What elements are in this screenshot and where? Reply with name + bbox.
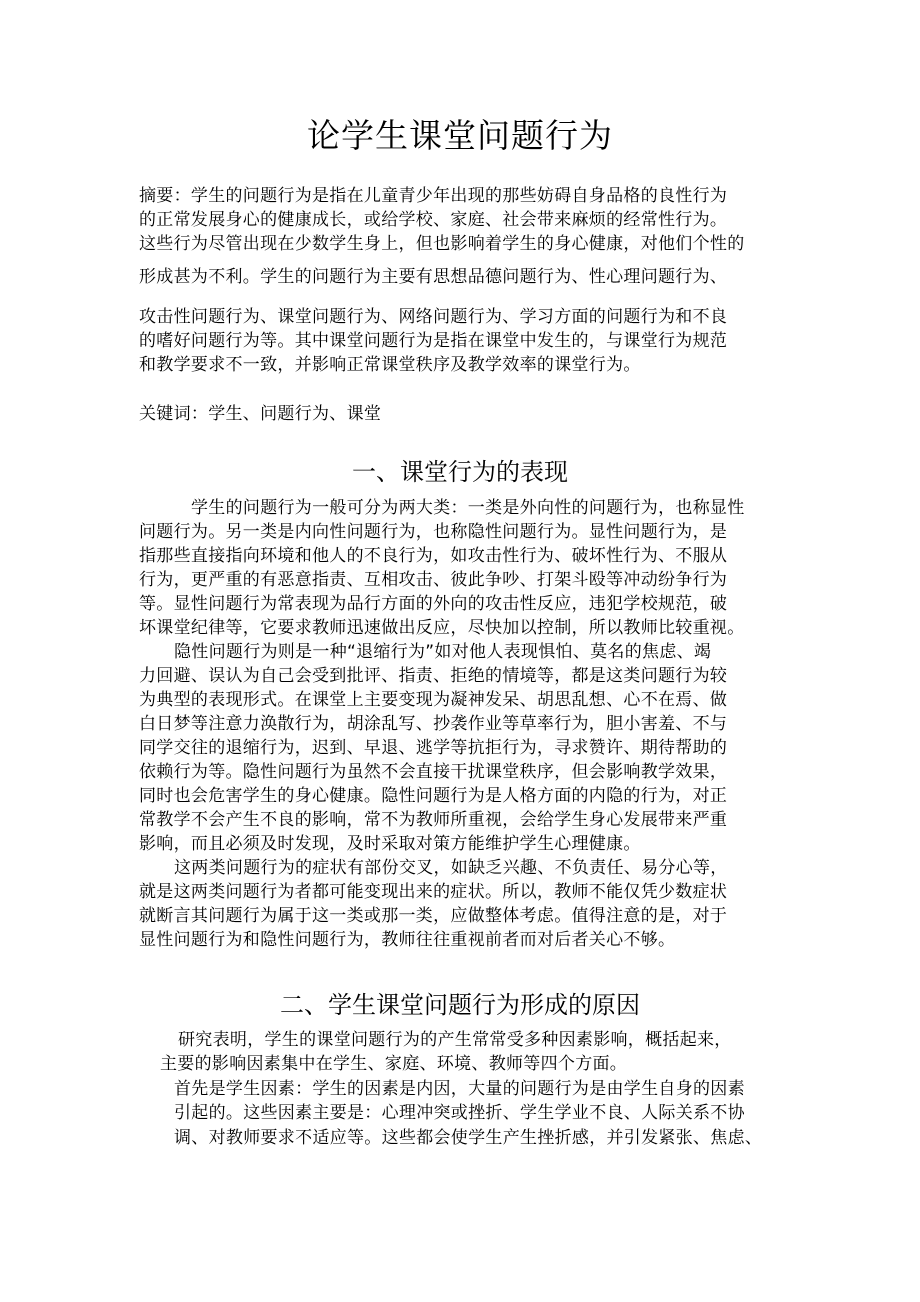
paragraph-line: 常教学不会产生不良的影响，常不为教师所重视，会给学生身心发展带来严重 bbox=[139, 810, 728, 830]
paragraph-line: 学生的问题行为一般可分为两大类：一类是外向性的问题行为，也称显性 bbox=[191, 498, 745, 518]
paragraph-line: 白日梦等注意力涣散行为，胡涂乱写、抄袭作业等草率行为，胆小害羞、不与 bbox=[139, 714, 728, 734]
abstract-line: 的嗜好问题行为等。其中课堂问题行为是指在课堂中发生的，与课堂行为规范 bbox=[139, 331, 728, 351]
paragraph-line: 力回避、误认为自己会受到批评、指责、拒绝的情境等，都是这类问题行为较 bbox=[139, 666, 728, 686]
abstract-line: 攻击性问题行为、课堂问题行为、网络问题行为、学习方面的问题行为和不良 bbox=[139, 307, 728, 327]
abstract-line: 摘要：学生的问题行为是指在儿童青少年出现的那些妨碍自身品格的良性行为 bbox=[139, 186, 728, 206]
paragraph-line: 同学交往的退缩行为，迟到、早退、逃学等抗拒行为，寻求赞许、期待帮助的 bbox=[139, 738, 728, 758]
paragraph-line: 就是这两类问题行为者都可能变现出来的症状。所以，教师不能仅凭少数症状 bbox=[139, 882, 728, 902]
paragraph-line: 引起的。这些因素主要是：心理冲突或挫折、学生学业不良、人际关系不协 bbox=[174, 1103, 745, 1123]
paragraph-line: 依赖行为等。隐性问题行为虽然不会直接干扰课堂秩序，但会影响教学效果， bbox=[139, 762, 728, 782]
abstract-line: 这些行为尽管出现在少数学生身上，但也影响着学生的身心健康，对他们个性的 bbox=[139, 234, 745, 254]
paragraph-line: 显性问题行为和隐性问题行为，教师往往重视前者而对后者关心不够。 bbox=[139, 930, 676, 950]
document-title: 论学生课堂问题行为 bbox=[307, 116, 613, 155]
paragraph-line: 就断言其问题行为属于这一类或那一类，应做整体考虑。值得注意的是，对于 bbox=[139, 906, 728, 926]
keywords: 关键词：学生、问题行为、课堂 bbox=[139, 404, 382, 424]
paragraph-line: 等。显性问题行为常表现为品行方面的外向的攻击性反应，违犯学校规范，破 bbox=[139, 594, 728, 614]
paragraph-line: 主要的影响因素集中在学生、家庭、环境、教师等四个方面。 bbox=[160, 1054, 628, 1074]
abstract-line: 的正常发展身心的健康成长，或给学校、家庭、社会带来麻烦的经常性行为。 bbox=[139, 210, 728, 230]
paragraph-line: 影响，而且必须及时发现，及时采取对策方能维护学生心理健康。 bbox=[139, 834, 641, 854]
paragraph-line: 为典型的表现形式。在课堂上主要变现为凝神发呆、胡思乱想、心不在焉、做 bbox=[139, 690, 728, 710]
abstract-line: 形成甚为不利。学生的问题行为主要有思想品德问题行为、性心理问题行为、 bbox=[139, 267, 728, 287]
paragraph-line: 同时也会危害学生的身心健康。隐性问题行为是人格方面的内隐的行为，对正 bbox=[139, 786, 728, 806]
paragraph-line: 隐性问题行为则是一种“退缩行为”如对他人表现惧怕、莫名的焦虑、竭 bbox=[174, 642, 712, 662]
paragraph-line: 指那些直接指向环境和他人的不良行为，如攻击性行为、破坏性行为、不服从 bbox=[139, 546, 728, 566]
section-heading-2: 二、学生课堂问题行为形成的原因 bbox=[280, 991, 640, 1019]
section-heading-1: 一、课堂行为的表现 bbox=[352, 458, 568, 486]
paragraph-line: 问题行为。另一类是内向性问题行为，也称隐性问题行为。显性问题行为，是 bbox=[139, 522, 728, 542]
paragraph-line: 这两类问题行为的症状有部份交叉，如缺乏兴趣、不负责任、易分心等， bbox=[174, 858, 728, 878]
paragraph-line: 坏课堂纪律等，它要求教师迅速做出反应，尽快加以控制，所以教师比较重视。 bbox=[139, 618, 745, 638]
paragraph-line: 首先是学生因素：学生的因素是内因，大量的问题行为是由学生自身的因素 bbox=[174, 1079, 745, 1099]
paragraph-line: 行为，更严重的有恶意指责、互相攻击、彼此争吵、打架斗殴等冲动纷争行为 bbox=[139, 570, 728, 590]
abstract-line: 和教学要求不一致，并影响正常课堂秩序及教学效率的课堂行为。 bbox=[139, 355, 641, 375]
paragraph-line: 研究表明，学生的课堂问题行为的产生常常受多种因素影响，概括起来， bbox=[178, 1030, 732, 1050]
paragraph-line: 调、对教师要求不适应等。这些都会使学生产生挫折感，并引发紧张、焦虑、 bbox=[174, 1128, 763, 1148]
